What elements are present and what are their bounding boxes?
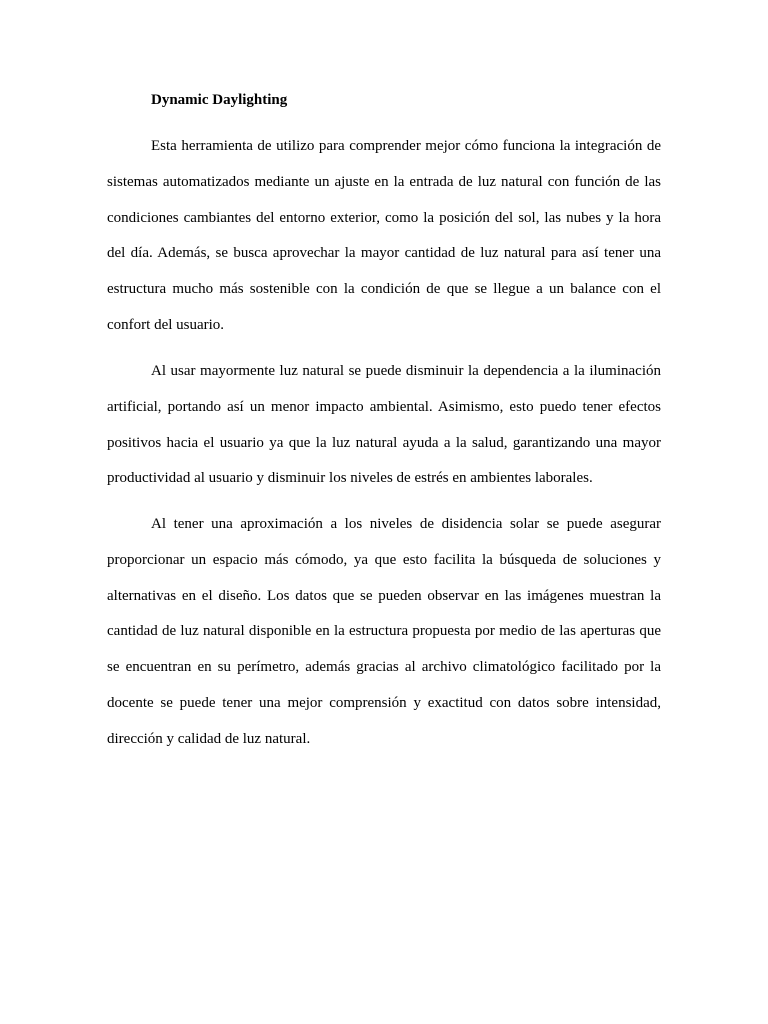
paragraph-2: Al usar mayormente luz natural se puede disminuir la dependencia a la iluminación artificial, portando así un menor impacto ambiental. Asimismo, esto puedo tener efectos positivos hacia el usuario ya que la luz natural ayuda a la salud, garantizando una mayor productividad al usuario y disminuir los niveles de estrés en ambientes laborales. xyxy=(107,363,661,487)
paragraph-1: Esta herramienta de utilizo para comprender mejor cómo funciona la integración de sistemas automatizados mediante un ajuste en la entrada de luz natural con función de las condiciones cambiantes del entorno exterior, como la posición del sol, las nubes y la hora del día. Además, se busca aprovechar la mayor cantidad de luz natural para así tener una estructura mucho más sostenible con la condición de que se llegue a un balance con el confort del usuario. xyxy=(107,138,661,333)
document-title: Dynamic Daylighting xyxy=(151,92,288,108)
paragraph-3: Al tener una aproximación a los niveles de disidencia solar se puede asegurar proporcionar un espacio más cómodo, ya que esto facilita la búsqueda de soluciones y alternativas en el diseño. Los datos que se pueden observar en las imágenes muestran la cantidad de luz natural disponible en la estructura propuesta por medio de las aperturas que se encuentran en su perímetro, además gracias al archivo climatológico facilitado por la docente se puede tener una mejor comprensión y exactitud con datos sobre intensidad, dirección y calidad de luz natural. xyxy=(107,516,661,747)
